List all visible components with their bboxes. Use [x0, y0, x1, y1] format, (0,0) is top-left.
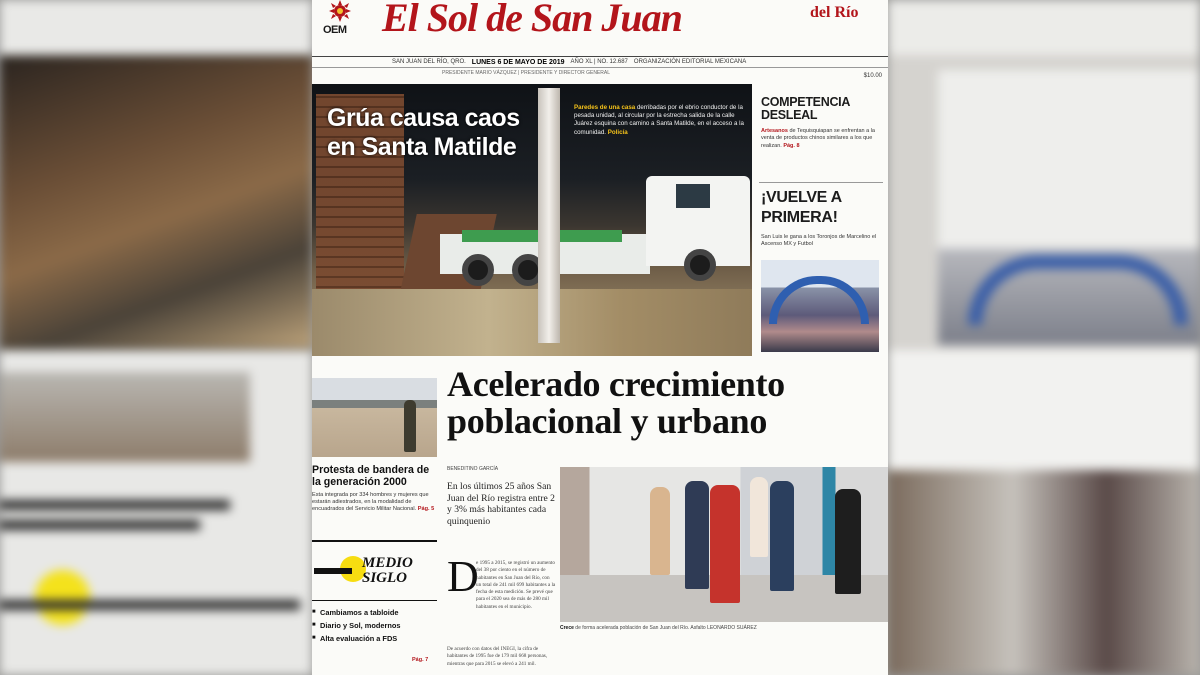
left-text	[312, 492, 437, 514]
logo-bar	[314, 568, 352, 574]
blurred-photo	[0, 58, 312, 348]
oem-logo: OEM	[323, 24, 347, 36]
sidebar-lead: Artesanos	[761, 128, 788, 134]
byline: BENEDITINO GARCÍA	[447, 466, 499, 472]
pedestrian	[650, 487, 670, 575]
caption-body: de forma acelerada población de San Juan del Río. Asfalto	[575, 625, 706, 631]
caption-lead: Paredes de una casa	[574, 104, 636, 111]
pedestrian	[750, 477, 768, 557]
divider	[759, 182, 883, 183]
truck-wheel	[684, 249, 716, 281]
list-page: Pág. 7	[412, 657, 429, 663]
blurred-text-line	[0, 600, 300, 610]
blurred-text-line	[0, 500, 230, 510]
street-crowd-photo	[560, 467, 888, 622]
medio-siglo-list	[312, 606, 437, 645]
dateline	[312, 56, 888, 68]
blurred-yellow-logo	[35, 570, 90, 625]
sidebar-headline: ¡VUELVE A PRIMERA!	[761, 189, 842, 226]
medio-siglo-text: MEDIO SIGLO	[362, 555, 413, 586]
dateline-place: SAN JUAN DEL RÍO, QRO.	[392, 59, 466, 65]
military-ceremony-photo	[312, 378, 437, 457]
tow-truck-window	[676, 184, 710, 208]
pedestrian	[770, 481, 794, 591]
sun-logo-icon	[326, 0, 354, 22]
caption-body: derribadas por el ebrio conductor de la pesada unidad, al circular por la estrecha salida de la calle Juárez esquina con camino a Santa Matilde, en el acceso a la comunidad.	[574, 104, 744, 136]
caption-label: Crece	[560, 625, 574, 631]
hero-caption	[574, 104, 750, 137]
sidebar-text: San Luis le gana a los Toronjos de Marcelino el Ascenso MX y Futbol	[761, 234, 877, 248]
sidebar-body: de Tequisquiapan se enfrentan a la venta de productos chinos similares a los que realizan.	[761, 128, 875, 149]
pedestrian	[835, 489, 861, 594]
newspaper-title: El Sol de San Juan	[382, 0, 682, 40]
utility-pole	[538, 88, 560, 343]
masthead	[312, 0, 888, 40]
stadium-arch	[769, 276, 869, 324]
hero-photo	[312, 84, 752, 356]
lead-paragraph: En los últimos 25 años San Juan del Río registra entre 2 y 3% más habitantes cada quinquenio	[447, 481, 555, 527]
dateline-edition: AÑO XL | NO. 12.687	[570, 59, 628, 65]
caption-section: Policía	[607, 128, 628, 136]
main-headline: Acelerado crecimiento poblacional y urbano	[447, 364, 785, 441]
blurred-arch	[968, 255, 1188, 325]
newspaper-front-page	[312, 0, 888, 675]
truck-wheel	[462, 254, 494, 286]
photo-caption	[560, 625, 888, 631]
price: $10.00	[863, 73, 882, 79]
pedestrian	[710, 485, 740, 603]
dateline-date: LUNES 6 DE MAYO DE 2019	[471, 58, 565, 66]
article-body: De acuerdo con datos del INEGI, la cifra de habitantes de 1995 fue de 179 mil 668 personas, mientras que para 2015 se elevó a 241 mil.	[447, 646, 548, 667]
left-headline: Protesta de bandera de la generación 2000	[312, 464, 430, 488]
sidebar	[753, 84, 888, 356]
blurred-background-right	[888, 0, 1200, 675]
newspaper-title-suffix: del Río	[810, 4, 859, 21]
divider	[312, 600, 437, 601]
sidebar-page: Pág. 8	[783, 142, 800, 149]
pedestrian	[685, 481, 709, 589]
sidebar-headline: COMPETENCIA DESLEAL	[761, 95, 850, 122]
blurred-background-left	[0, 0, 312, 675]
medio-siglo-logo	[312, 552, 437, 598]
blurred-photo	[888, 470, 1200, 675]
list-item: ■ Diario y Sol, modernos	[312, 619, 437, 632]
left-body: Esta integrada por 334 hombres y mujeres que estarán adiestrados, en la modalidad de encuadrados del Servicio Militar Nacional.	[312, 492, 429, 513]
divider	[312, 540, 437, 542]
rubble	[312, 289, 752, 356]
publisher-line: PRESIDENTE MARIO VÁZQUEZ | PRESIDENTE Y DIRECTOR GENERAL	[442, 70, 610, 76]
hero-headline: Grúa causa caos en Santa Matilde	[327, 104, 520, 161]
sidebar-text	[761, 128, 879, 150]
soldier-figure	[404, 400, 416, 452]
stadium-photo	[761, 260, 879, 352]
left-page: Pág. 5	[417, 506, 435, 513]
caption-credit: LEONARDO SUÁREZ	[707, 625, 757, 631]
list-item: ■ Alta evaluación a FDS	[312, 632, 437, 645]
list-item: ■ Cambiamos a tabloide	[312, 606, 437, 619]
dateline-org: ORGANIZACIÓN EDITORIAL MEXICANA	[633, 59, 747, 65]
blurred-photo	[0, 372, 250, 462]
article-body: e 1995 a 2015, se registró un aumento del 38 por ciento en el número de habitantes en San Juan del Río, con un total de 241 mil 699 habitantes a la fecha de esta medición. Se prevé que para el 2020 sea de más de 280 mil habitantes en el municipio.	[476, 560, 556, 610]
drop-cap: D	[447, 552, 479, 601]
blurred-text-line	[0, 520, 200, 530]
